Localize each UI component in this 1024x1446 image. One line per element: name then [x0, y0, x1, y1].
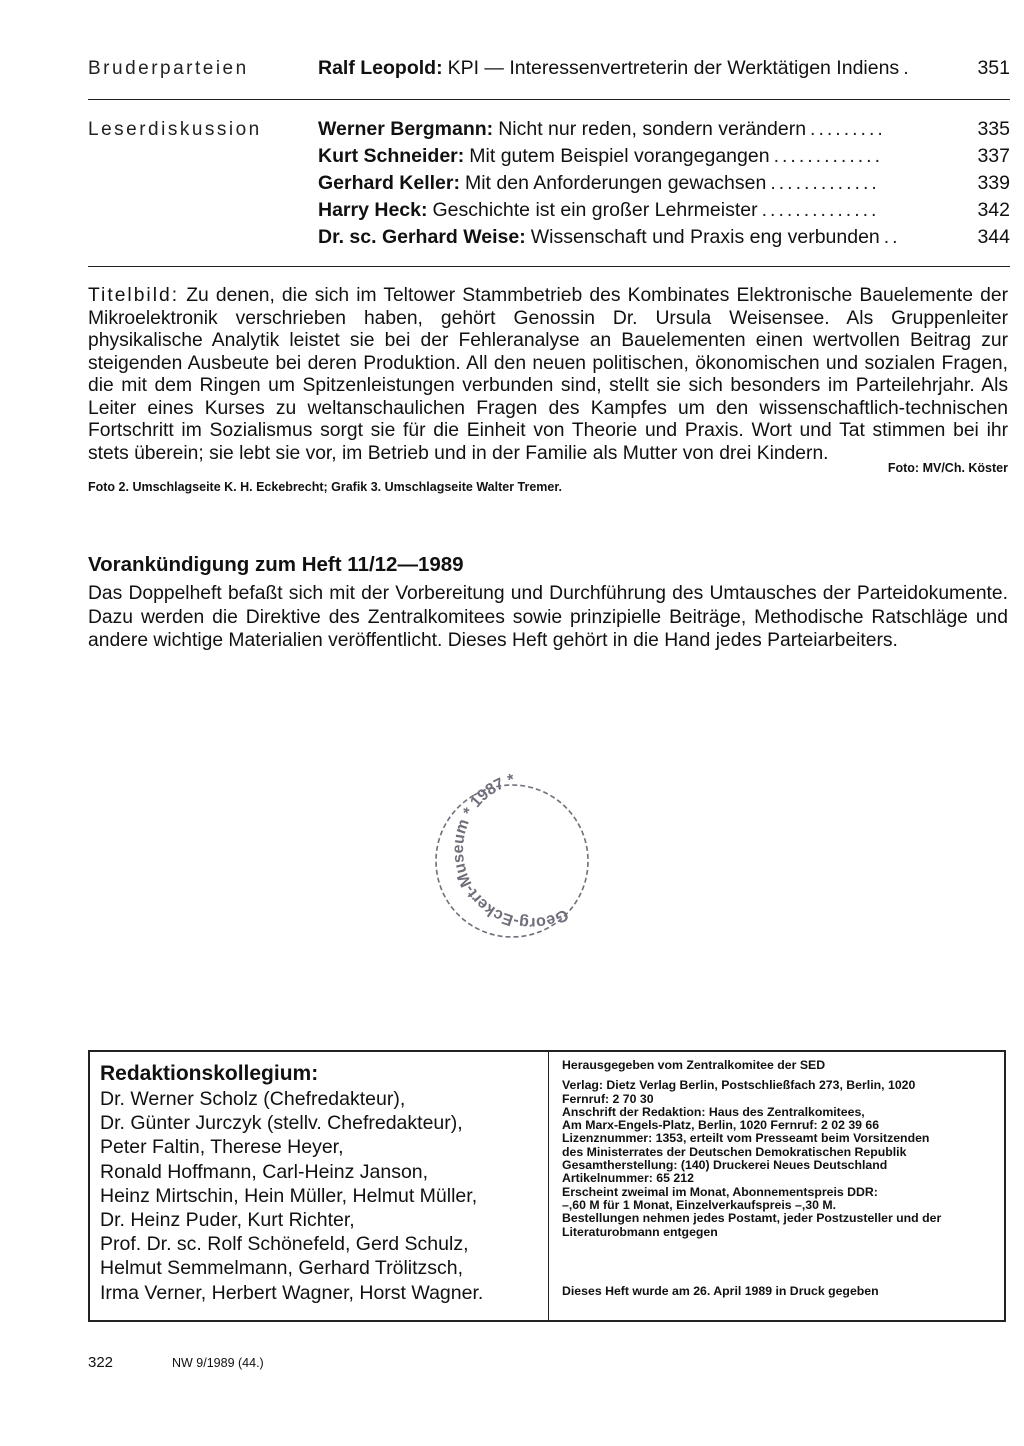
toc-title: Mit gutem Beispiel vorangegangen: [469, 145, 770, 167]
board-member: Dr. Heinz Puder, Kurt Richter,: [100, 1209, 355, 1232]
publisher-line: Verlag: Dietz Verlag Berlin, Postschließfach 273, Berlin, 1020: [562, 1078, 916, 1093]
editorial-board-heading: Redaktionskollegium:: [100, 1062, 319, 1085]
publisher-line: Artikelnummer: 65 212: [562, 1171, 694, 1186]
toc-entry: [318, 145, 1010, 171]
toc-title: Geschichte ist ein großer Lehrmeister: [432, 199, 758, 221]
publisher-line: des Ministerrates der Deutschen Demokratischen Republik: [562, 1144, 907, 1159]
board-member: Dr. Günter Jurczyk (stellv. Chefredakteur),: [100, 1112, 463, 1135]
cover-caption: [88, 285, 1008, 465]
toc-page: 351: [977, 57, 1010, 79]
announcement-heading: Vorankündigung zum Heft 11/12—1989: [88, 553, 464, 576]
page-number: 322: [88, 1354, 114, 1371]
board-member: Helmut Semmelmann, Gerhard Trölitzsch,: [100, 1257, 464, 1280]
divider-rule: [88, 99, 1010, 100]
toc-page: 344: [977, 226, 1010, 248]
board-member: Heinz Mirtschin, Hein Müller, Helmut Müller,: [100, 1184, 478, 1207]
toc-entry: [318, 226, 1010, 252]
toc-title: Nicht nur reden, sondern verändern: [498, 118, 807, 140]
toc-title: KPI — Interessenvertreterin der Werktätigen Indiens: [447, 57, 900, 79]
publisher-line: Fernruf: 2 70 30: [562, 1091, 654, 1106]
toc-leader: .............: [770, 172, 880, 194]
toc-title: Wissenschaft und Praxis eng verbunden: [530, 226, 880, 248]
section-label: Leserdiskussion: [88, 119, 262, 140]
toc-leader: ..............: [761, 199, 880, 221]
photo-credit: Foto: MV/Ch. Köster: [887, 461, 1008, 475]
board-member: Dr. Werner Scholz (Chefredakteur),: [100, 1088, 406, 1110]
museum-stamp: [425, 765, 600, 945]
toc-entry: [318, 172, 1010, 198]
publisher-line: Am Marx-Engels-Platz, Berlin, 1020 Fernruf: 2 02 39 66: [562, 1118, 880, 1133]
board-member: Irma Verner, Herbert Wagner, Horst Wagner.: [100, 1281, 484, 1304]
toc-author: Dr. sc. Gerhard Weise:: [318, 226, 526, 248]
board-member: Prof. Dr. sc. Rolf Schönefeld, Gerd Schulz,: [100, 1233, 469, 1256]
publisher-line: Herausgegeben vom Zentralkomitee der SED: [562, 1058, 826, 1072]
toc-page: 335: [977, 118, 1010, 140]
divider-rule: [88, 266, 1010, 267]
publisher-line: –,60 M für 1 Monat, Einzelverkaufspreis –,30 M.: [562, 1197, 837, 1212]
board-member: Peter Faltin, Therese Heyer,: [100, 1136, 344, 1159]
toc-leader: .: [903, 57, 912, 79]
stamp-text: Georg-Eckert-Museum * 1987 *: [449, 771, 571, 932]
cover-caption-label: Titelbild:: [88, 285, 180, 306]
toc-author: Harry Heck:: [318, 199, 428, 221]
toc-author: Werner Bergmann:: [318, 118, 494, 140]
publisher-line: Bestellungen nehmen jedes Postamt, jeder Postzusteller und der: [562, 1211, 942, 1226]
publisher-line: Anschrift der Redaktion: Haus des Zentralkomitees,: [562, 1104, 865, 1119]
section-label: Bruderparteien: [88, 58, 249, 79]
editorial-board: [100, 1061, 540, 1305]
toc-leader: ..: [883, 226, 901, 248]
toc-page: 339: [977, 172, 1010, 194]
cover-caption-text: Zu denen, die sich im Teltower Stammbetrieb des Kombinates Elektronische Bauelemente der Mikroelektronik verschrieben haben, gehört Genossin Dr. Ursula Weisensee. Als Gruppenleiter physikalische Analytik leistet sie bei der Fehleranalyse an Bauelementen einen wertvollen Beitrag zur steigenden Ausbeute bei deren Produktion. All den neuen politischen, ökonomischen und sozialen Fragen, die mit dem Ringen um Spitzenleistungen verbunden sind, stellt sie sich besonders im Parteilehrjahr. Als Leiter eines Kurses zu weltanschaulichen Fragen des Kampfes um den wissenschaftlich-technischen Fortschritt im Sozialismus sorgt sie für die Einheit von Theorie und Praxis. Wort und Tat stimmen bei ihr stets überein; sie lebt sie vor, im Betrieb und in der Familie als Mutter von drei Kindern.: [88, 285, 1009, 464]
publisher-line: Erscheint zweimal im Monat, Abonnementspreis DDR:: [562, 1184, 878, 1199]
toc-title: Mit den Anforderungen gewachsen: [464, 172, 767, 194]
publisher-line: Literaturobmann entgegen: [562, 1224, 718, 1239]
issue-reference: NW 9/1989 (44.): [172, 1356, 264, 1370]
toc-entry: [318, 57, 1010, 83]
toc-page: 337: [977, 145, 1010, 167]
toc-leader: .........: [810, 118, 886, 140]
announcement-text: Das Doppelheft befaßt sich mit der Vorbereitung und Durchführung des Umtausches der Parteidokumente. Dazu werden die Direktive des Zentralkomitees sowie prinzipielle Beiträge, Methodische Ratschläge und andere wichtige Materialien veröffentlicht. Dieses Heft gehört in die Hand jedes Parteiarbeiters.: [88, 583, 1008, 651]
toc-leader: .............: [773, 145, 883, 167]
impressum-divider: [548, 1052, 549, 1320]
toc-page: 342: [977, 199, 1010, 221]
publisher-line: Gesamtherstellung: (140) Druckerei Neues Deutschland: [562, 1158, 888, 1173]
board-member: Ronald Hoffmann, Carl-Heinz Janson,: [100, 1160, 429, 1183]
publisher-info: [562, 1058, 998, 1298]
toc-author: Kurt Schneider:: [318, 145, 465, 167]
toc-entry: [318, 118, 1010, 144]
cover-credits: Foto 2. Umschlagseite K. H. Eckebrecht; Grafik 3. Umschlagseite Walter Tremer.: [88, 480, 563, 494]
publisher-line: Lizenznummer: 1353, erteilt vom Presseamt beim Vorsitzenden: [562, 1131, 930, 1146]
toc-author: Ralf Leopold:: [318, 57, 443, 79]
impressum-box: [88, 1050, 1006, 1322]
toc-entry: [318, 199, 1010, 225]
print-date-line: Dieses Heft wurde am 26. April 1989 in Druck gegeben: [562, 1284, 879, 1298]
toc-author: Gerhard Keller:: [318, 172, 460, 194]
